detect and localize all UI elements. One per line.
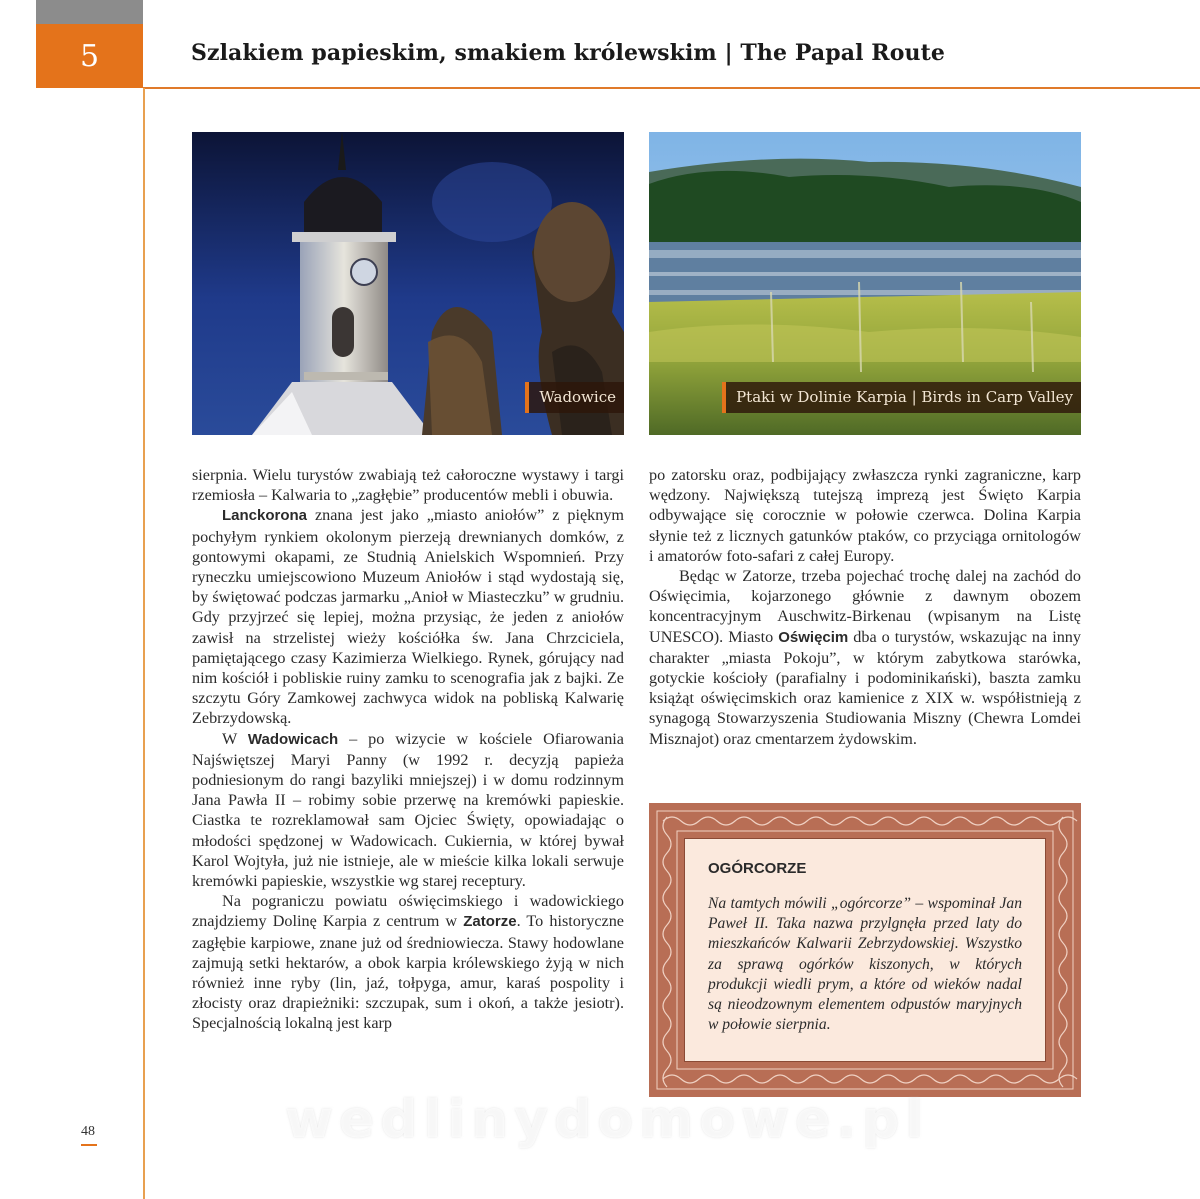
chapter-tab-top — [36, 0, 143, 24]
right-paragraph-2 — [649, 566, 1081, 749]
left-paragraph-3 — [192, 729, 624, 892]
left-paragraph-2-text: znana jest jako „miasto aniołów” z pięknym pochyłym rynkiem okolonym pierzeją drewnianych domków, z gontowymi okapami, ze Studnią Anielskich Wspomnień. Przy ryneczku umiejscowiono Muzeum Aniołów i stąd wydostają się, by świętować podczas jarmarku „Anioł w Miasteczku” w grudniu. Gdy przyjrzeć się lepiej, można przysiąc, że jeden z aniołów zawisł na strzelistej wieży kościółka św. Jana Chrzciciela, pamiętającego czasy Kazimierza Wielkiego. Rynek, górujący nad nim kościół i pobliskie ruiny zamku to scenografia jak z bajki. Ze szczytu Góry Zamkowej zachwyca widok na pobliską Kalwarię Zebrzydowską. — [192, 506, 624, 728]
place-oswiecim: Oświęcim — [778, 628, 849, 646]
left-paragraph-4 — [192, 891, 624, 1033]
sidebar-box-text: Na tamtych mówili „ogórcorze” – wspominał Jan Paweł II. Taka nazwa przylgnęła przed laty do mieszkańców Kalwarii Zebrzydowskiej. Wszystko za sprawą ogórków kiszonych, w których produkcji wiedli prym, a które od wieków nadal są nieodzownym elementem odpustów maryjnych w połowie sierpnia. — [708, 895, 1022, 1034]
photo-caption-wadowice: Wadowice — [525, 382, 624, 413]
margin-rule — [143, 88, 145, 1199]
left-paragraph-1: sierpnia. Wielu turystów zwabiają też całoroczne wystawy i targi rzemiosła – Kalwaria to „zagłębie” producentów mebli i obuwia. — [192, 466, 624, 505]
left-paragraph-3-lead: W — [222, 729, 248, 748]
place-lanckorona: Lanckorona — [222, 507, 308, 525]
left-column — [192, 465, 624, 1034]
photo-wadowice — [192, 132, 624, 435]
left-paragraph-4-lead: Na pograniczu powiatu oświęcimskiego i wadowickiego znajdziemy Dolinę Karpia z centrum w — [192, 892, 624, 931]
watermark: wedlinydomowe.pl — [285, 1090, 930, 1150]
left-paragraph-4-text: . To historyczne zagłębie karpiowe, znane już od średniowiecza. Stawy hodowlane zajmują setki hektarów, a obok karpia królewskiego żyją w nich również inne ryby (lin, jaź, tołpyga, amur, karaś pospolity i złocisty oraz drapieżniki: szczupak, sum i okoń, a także jesiotr). Specjalnością lokalną jest karp — [192, 912, 624, 1033]
chapter-tab — [36, 0, 143, 88]
right-paragraph-1: po zatorsku oraz, podbijający zwłaszcza rynki zagraniczne, karp wędzony. Największą tutejszą imprezą jest Święto Karpia odbywające się corocznie w połowie czerwca. Dolina Karpia słynie też z licznych gatunków ptaków, co przyciąga ornitologów i amatorów foto-safari z całej Europy. — [649, 466, 1081, 565]
photo-caption-carp-valley: Ptaki w Dolinie Karpia | Birds in Carp Valley — [722, 382, 1081, 413]
place-zator: Zatorze — [463, 913, 517, 931]
header-rule — [143, 87, 1200, 89]
right-paragraph-2-lead: Będąc w Zatorze, trzeba pojechać trochę dalej na zachód do Oświęcimia, kojarzonego głównie z dawnym obozem koncentracyjnym Auschwitz-Birkenau (wpisanym na Listę UNESCO). Miasto — [649, 567, 1081, 646]
page-number: 48 — [81, 1124, 95, 1139]
page-title: Szlakiem papieskim, smakiem królewskim | The Papal Route — [191, 40, 945, 66]
photo-carp-valley — [649, 132, 1081, 435]
right-paragraph-2-text: dba o turystów, wskazując na inny charakter „miasta Pokoju”, w którym zabytkowa starówka, gotyckie kościoły (parafialny i podominikański), baszta zamku książąt oświęcimskich oraz kamienice z XIX w. współistnieją z synagogą Stowarzyszenia Studiowania Miszny (Chewra Lomdei Misznajot) oraz cmentarzem żydowskim. — [649, 627, 1081, 748]
left-paragraph-2 — [192, 505, 624, 728]
left-paragraph-3-text: – po wizycie w kościele Ofiarowania Najświętszej Maryi Panny (w 1992 r. decyzją papieża podniesionym do rangi bazyliki mniejszej) i w domu rodzinnym Jana Pawła II – robimy sobie przerwę na kremówki papieskie. Ciastka te rozreklamował sam Ojciec Święty, opowiadając o młodości spędzonej w Wadowicach. Cukiernia, w której bywał Karol Wojtyła, już nie istnieje, ale w mieście kilka lokali serwuje kremówki papieskie, wszystkie wg starej receptury. — [192, 729, 624, 891]
right-column — [649, 465, 1081, 749]
sidebar-box-title: OGÓRCORZE — [708, 860, 807, 877]
page-number-rule — [81, 1144, 97, 1146]
chapter-number: 5 — [36, 24, 143, 88]
place-wadowice: Wadowicach — [247, 730, 339, 748]
